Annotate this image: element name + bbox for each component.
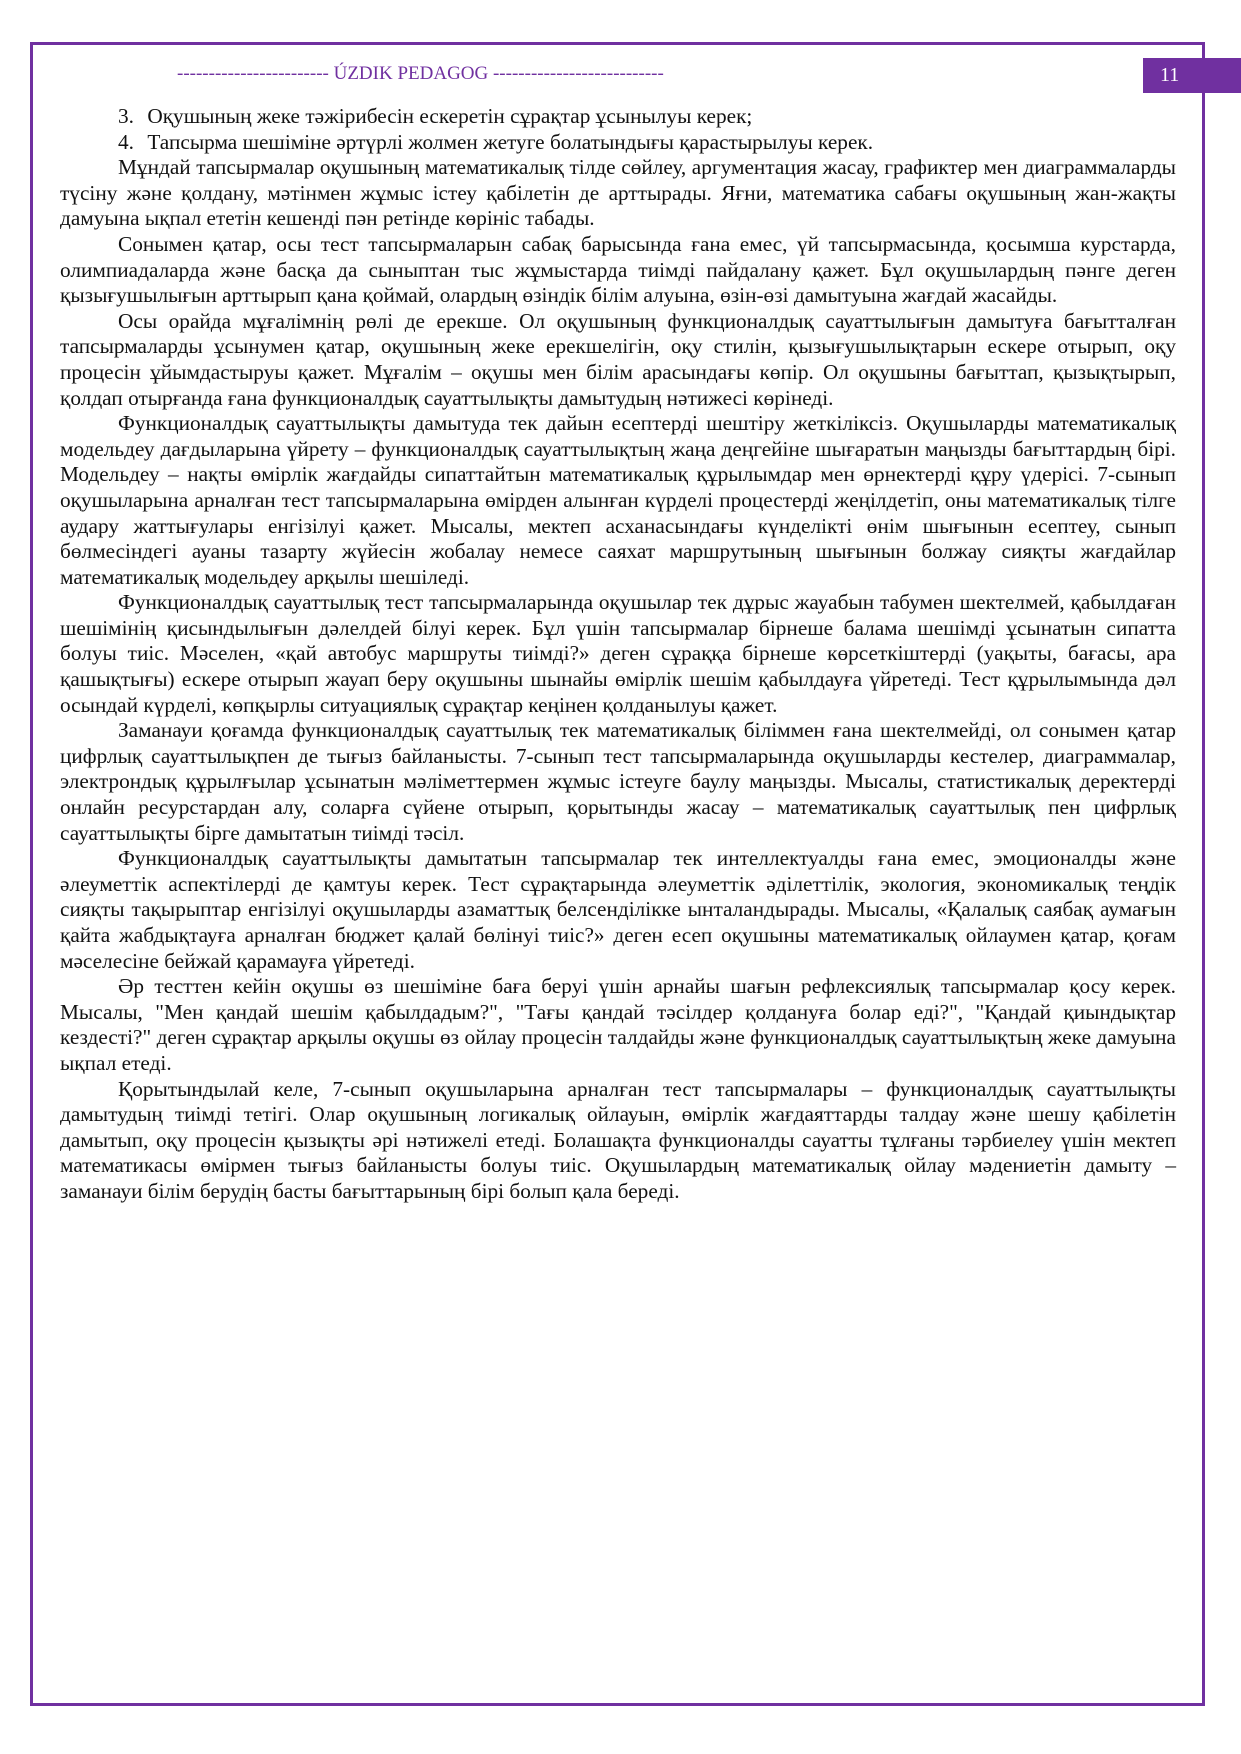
paragraph: Функционалдық сауаттылықты дамытатын тапсырмалар тек интеллектуалды ғана емес, эмоционалды және әлеуметтік аспектілерді де қамтуы керек. Тест сұрақтарында әлеуметтік әділеттілік, экология, экономикалық теңдік сияқты тақырыптар енгізілуі оқушыларды азаматтық белсенділікке ынталандырады. Мысалы, «Қалалық саябақ аумағын қайта жабдықтауға арналған бюджет қалай бөлінуі тиіс?» деген есеп оқушыны математикалық ойлаумен қатар, қоғам мәселесіне бейжай қарамауға үйретеді. <box>60 846 1176 973</box>
list-item <box>60 104 1176 130</box>
paragraph: Қорытындылай келе, 7-сынып оқушыларына арналған тест тапсырмалары – функционалдық сауаттылықты дамытудың тиімді тетігі. Олар оқушының логикалық ойлауын, өмірлік жағдаяттарды талдау және шешу қабілетін дамытып, оқу процесін қызықты әрі нәтижелі етеді. Болашақта функционалды сауатты тұлғаны тәрбиелеу үшін мектеп математикасы өмірмен тығыз байланысты болуы тиіс. Оқушылардың математикалық ойлау мәдениетін дамыту – заманауи білім берудің басты бағыттарының бірі болып қала береді. <box>60 1076 1176 1203</box>
list-item <box>60 130 1176 156</box>
list-text: Оқушының жеке тәжірибесін ескеретін сұрақтар ұсынылуы керек; <box>147 104 753 128</box>
paragraph: Сонымен қатар, осы тест тапсырмаларын сабақ барысында ғана емес, үй тапсырмасында, қосымша курстарда, олимпиадаларда және басқа да сыныптан тыс жұмыстарда тиімді пайдалану қажет. Бұл оқушылардың пәнге деген қызығушылығын арттырып қана қоймай, олардың өзіндік білім алуына, өзін-өзі дамытуына жағдай жасайды. <box>60 231 1176 308</box>
paragraph: Функционалдық сауаттылықты дамытуда тек дайын есептерді шештіру жеткіліксіз. Оқушыларды математикалық модельдеу дағдыларына үйрету – функционалдық сауаттылықтың жаңа деңгейіне шығаратын маңызды бағыттардың бірі. Модельдеу – нақты өмірлік жағдайды сипаттайтын математикалық құрылымдар мен өрнектерді құру үдерісі. 7-сынып оқушыларына арналған тест тапсырмаларына өмірден алынған күрделі процестерді жеңілдетіп, оны математикалық тілге аудару жаттығулары енгізілуі қажет. Мысалы, мектеп асханасындағы күнделікті өнім шығынын есептеу, сынып бөлмесіндегі ауаны тазарту жүйесін жобалау немесе саяхат маршрутының шығынын болжау сияқты жағдайлар математикалық модельдеу арқылы шешіледі. <box>60 411 1176 589</box>
paragraph: Мұндай тапсырмалар оқушының математикалық тілде сөйлеу, аргументация жасау, графиктер мен диаграммаларды түсіну және қолдану, мәтінмен жұмыс істеу қабілетін де арттырады. Яғни, математика сабағы оқушының жан-жақты дамуына ықпал ететін кешенді пән ретінде көрініс табады. <box>60 155 1176 231</box>
paragraph: Осы орайда мұғалімнің рөлі де ерекше. Ол оқушының функционалдық сауаттылығын дамытуға бағытталған тапсырмаларды ұсынумен қатар, оқушының жеке ерекшелігін, оқу стилін, қызығушылықтарын ескере отырып, оқу процесін ұйымдастыруы қажет. Мұғалім – оқушы мен білім арасындағы көпір. Ол оқушыны бағыттап, қызықтырып, қолдап отырғанда ғана функционалдық сауаттылықты дамытудың нәтижесі көрінеді. <box>60 308 1176 410</box>
list-number: 4. <box>118 129 134 154</box>
page-body <box>60 104 1176 1205</box>
page-number-badge: 11 <box>1143 58 1241 93</box>
list-number: 3. <box>118 104 134 128</box>
paragraph: Әр тесттен кейін оқушы өз шешіміне баға беруі үшін арнайы шағын рефлексиялық тапсырмалар қосу керек. Мысалы, "Мен қандай шешім қабылдадым?", "Тағы қандай тәсілдер қолдануға болар еді?", "Қандай қиындықтар кездесті?" деген сұрақтар арқылы оқушы өз ойлау процесін талдайды және функционалдық сауаттылықтың жеке дамуына ықпал етеді. <box>60 974 1176 1075</box>
paragraph: Функционалдық сауаттылық тест тапсырмаларында оқушылар тек дұрыс жауабын табумен шектелмей, қабылдаған шешімінің қисындылығын дәлелдей білуі керек. Бұл үшін тапсырмалар бірнеше балама шешімді ұсынатын сипатта болуы тиіс. Мәселен, «қай автобус маршруты тиімді?» деген сұраққа бірнеше көрсеткіштерді (уақыты, бағасы, ара қашықтығы) ескере отырып жауап беру оқушыны шынайы өмірлік шешім қабылдауға үйретеді. Тест құрылымында дәл осындай күрделі, көпқырлы ситуациялық сұрақтар кеңінен қолданылуы қажет. <box>60 590 1176 717</box>
paragraph: Заманауи қоғамда функционалдық сауаттылық тек математикалық біліммен ғана шектелмейді, ол сонымен қатар цифрлық сауаттылықпен де тығыз байланысты. 7-сынып тест тапсырмаларында оқушыларды кестелер, диаграммалар, электрондық құрылғылар ұсынатын мәліметтермен жұмыс істеуге баулу маңызды. Мысалы, статистикалық деректерді онлайн ресурстардан алу, соларға сүйене отырып, қорытынды жасау – математикалық сауаттылық пен цифрлық сауаттылықты бірге дамытатын тиімді тәсіл. <box>60 718 1176 845</box>
list-text: Тапсырма шешіміне әртүрлі жолмен жетуге болатындығы қарастырылуы керек. <box>147 129 874 154</box>
running-header: ------------------------ ÚZDIK PEDAGOG --------------------------- <box>177 63 664 84</box>
